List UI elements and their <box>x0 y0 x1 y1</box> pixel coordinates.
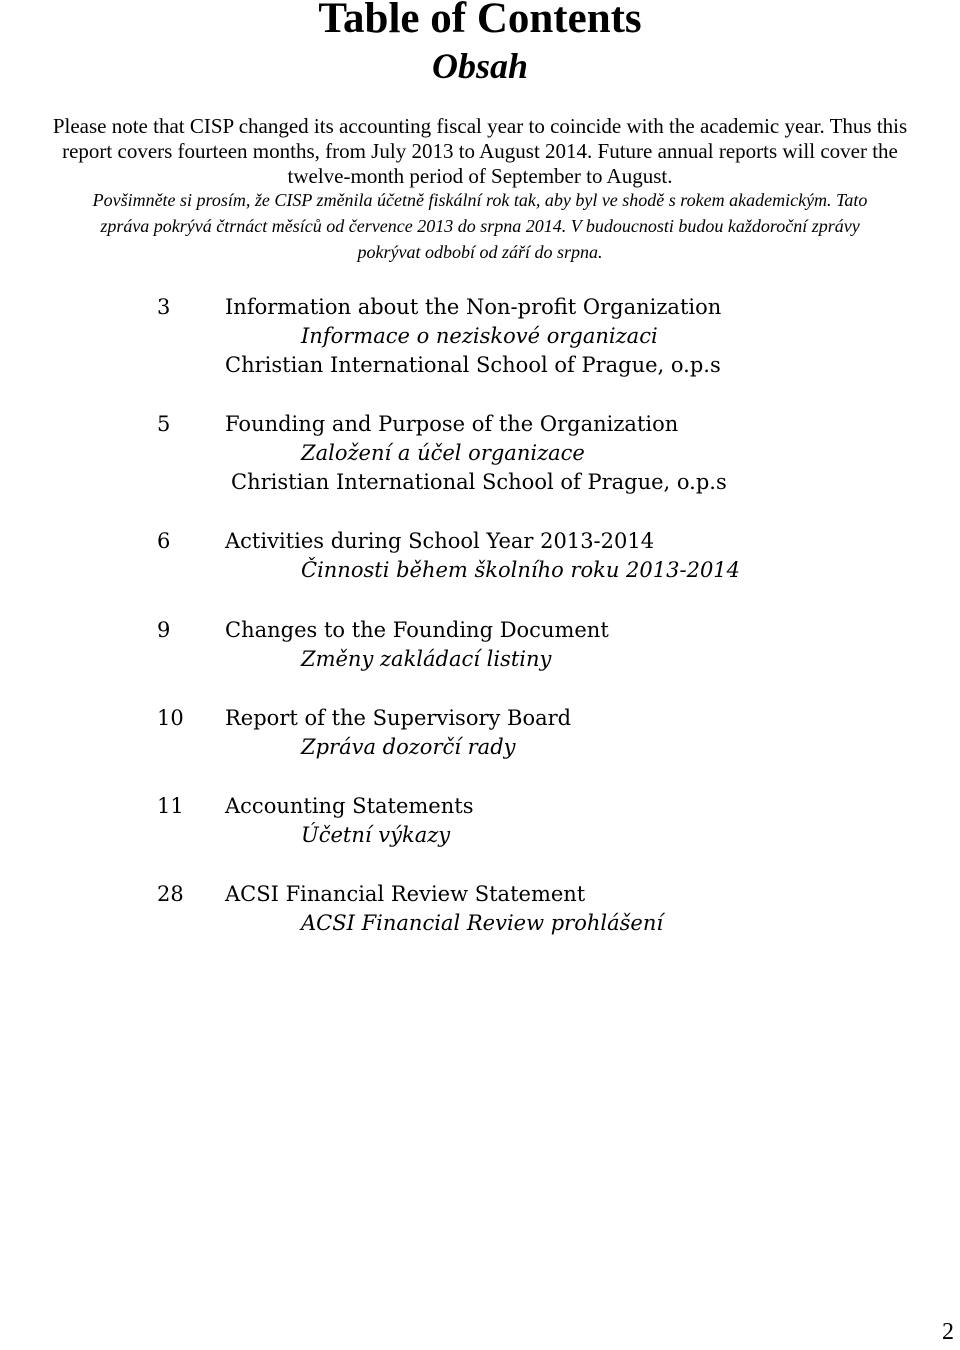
toc-page-number: 5 <box>157 412 171 436</box>
toc-title-czech: Založení a účel organizace <box>301 441 585 465</box>
toc-title-czech: Účetní výkazy <box>301 823 451 847</box>
toc-title-english: ACSI Financial Review Statement <box>225 882 586 906</box>
note-line: twelve-month period of September to August. <box>287 164 673 188</box>
toc-page-number: 10 <box>157 706 184 730</box>
note-line: zpráva pokrývá čtrnáct měsíců od července 2013 do srpna 2014. V budoucnosti budou každoroční zprávy <box>100 216 860 236</box>
toc-title-english: Report of the Supervisory Board <box>225 706 572 730</box>
toc-title-czech: Změny zakládací listiny <box>301 647 552 671</box>
toc-page-number: 6 <box>157 529 171 553</box>
toc-title-czech: Činnosti během školního roku 2013-2014 <box>301 558 741 582</box>
page-number: 2 <box>942 1319 954 1345</box>
toc-organization-name: Christian International School of Prague, o.p.s <box>225 353 721 377</box>
toc-title-czech: Informace o neziskové organizaci <box>301 324 658 348</box>
toc-title-english: Accounting Statements <box>225 794 474 818</box>
toc-organization-name: Christian International School of Prague, o.p.s <box>231 470 727 494</box>
toc-title-english: Information about the Non-profit Organization <box>225 295 722 319</box>
toc-page-number: 3 <box>157 295 171 319</box>
toc-title-czech: ACSI Financial Review prohlášení <box>301 911 664 935</box>
note-line: report covers fourteen months, from July 2013 to August 2014. Future annual reports will cover the <box>62 139 898 163</box>
note-line: Please note that CISP changed its accounting fiscal year to coincide with the academic year. Thus this <box>52 114 908 138</box>
note-line: Povšimněte si prosím, že CISP změnila účetně fiskální rok tak, aby byl ve shodě s rokem akademickým. Tato <box>92 190 868 210</box>
toc-page-number: 9 <box>157 618 171 642</box>
page-title: Table of Contents <box>318 0 642 42</box>
toc-page-number: 28 <box>157 882 184 906</box>
note-line: pokrývat odbobí od září do srpna. <box>357 242 603 262</box>
toc-title-czech: Zpráva dozorčí rady <box>301 735 516 759</box>
toc-title-english: Activities during School Year 2013-2014 <box>225 529 655 553</box>
toc-title-english: Founding and Purpose of the Organization <box>225 412 679 436</box>
page-subtitle: Obsah <box>431 46 529 86</box>
toc-page-number: 11 <box>157 794 184 818</box>
toc-title-english: Changes to the Founding Document <box>225 618 609 642</box>
